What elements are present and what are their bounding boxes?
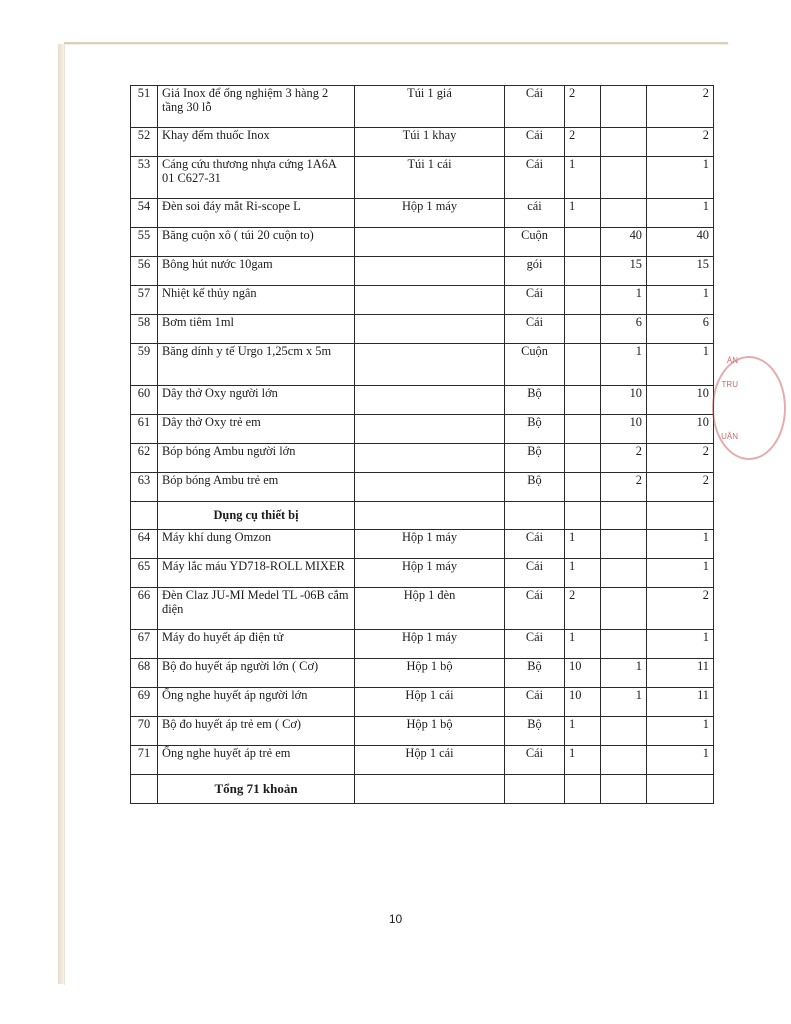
table-row — [131, 746, 714, 775]
item-qty-1 — [565, 444, 601, 473]
item-unit: Cái — [505, 630, 565, 659]
table-row — [131, 86, 714, 128]
item-qty-total: 11 — [647, 659, 714, 688]
table-row — [131, 128, 714, 157]
item-packaging — [355, 415, 505, 444]
item-name: Máy lắc máu YD718-ROLL MIXER — [158, 559, 355, 588]
item-unit: Bộ — [505, 415, 565, 444]
item-qty-2: 1 — [601, 344, 647, 386]
item-number: 54 — [131, 199, 158, 228]
item-qty-2 — [601, 86, 647, 128]
item-number: 59 — [131, 344, 158, 386]
item-unit: Cuộn — [505, 228, 565, 257]
item-unit: Bộ — [505, 659, 565, 688]
item-number: 55 — [131, 228, 158, 257]
table-row — [131, 688, 714, 717]
item-qty-total: 2 — [647, 588, 714, 630]
item-name: Đèn Claz JU-MI Medel TL -06B cắm điện — [158, 588, 355, 630]
item-qty-total: 1 — [647, 530, 714, 559]
item-qty-1: 1 — [565, 746, 601, 775]
item-packaging: Túi 1 giá — [355, 86, 505, 128]
item-name: Dây thở Oxy trẻ em — [158, 415, 355, 444]
item-qty-1: 1 — [565, 199, 601, 228]
item-unit: Bộ — [505, 717, 565, 746]
table-row — [131, 199, 714, 228]
item-qty-2: 6 — [601, 315, 647, 344]
section-title: Dụng cụ thiết bị — [158, 502, 355, 530]
item-number: 53 — [131, 157, 158, 199]
item-qty-2 — [601, 157, 647, 199]
table-row — [131, 157, 714, 199]
item-qty-total: 2 — [647, 128, 714, 157]
item-qty-2 — [601, 128, 647, 157]
table-row — [131, 444, 714, 473]
item-qty-2: 10 — [601, 386, 647, 415]
item-qty-total: 1 — [647, 630, 714, 659]
item-name: Bơm tiêm 1ml — [158, 315, 355, 344]
item-number: 67 — [131, 630, 158, 659]
item-name: Băng cuộn xô ( túi 20 cuộn to) — [158, 228, 355, 257]
item-number: 62 — [131, 444, 158, 473]
total-label: Tổng 71 khoản — [158, 775, 355, 804]
item-unit: Cái — [505, 128, 565, 157]
item-name: Nhiệt kế thủy ngân — [158, 286, 355, 315]
item-number: 70 — [131, 717, 158, 746]
item-qty-2: 10 — [601, 415, 647, 444]
item-packaging — [355, 286, 505, 315]
item-name: Máy khí dung Omzon — [158, 530, 355, 559]
item-qty-1 — [565, 286, 601, 315]
item-qty-2: 1 — [601, 688, 647, 717]
item-qty-total: 1 — [647, 746, 714, 775]
item-packaging — [355, 444, 505, 473]
equipment-table — [130, 85, 714, 804]
table-row — [131, 530, 714, 559]
item-name: Khay đếm thuốc Inox — [158, 128, 355, 157]
item-name: Máy đo huyết áp điện tử — [158, 630, 355, 659]
page-number: 10 — [388, 912, 403, 926]
item-qty-1: 2 — [565, 86, 601, 128]
item-qty-total: 1 — [647, 559, 714, 588]
item-unit: Bộ — [505, 444, 565, 473]
table-row — [131, 659, 714, 688]
item-unit: Cuộn — [505, 344, 565, 386]
item-number: 68 — [131, 659, 158, 688]
item-packaging: Hộp 1 cái — [355, 688, 505, 717]
item-packaging: Hộp 1 máy — [355, 559, 505, 588]
section-row — [131, 502, 714, 530]
item-packaging: Hộp 1 bộ — [355, 659, 505, 688]
item-unit: Cái — [505, 286, 565, 315]
item-unit: Bộ — [505, 473, 565, 502]
item-number: 51 — [131, 86, 158, 128]
item-packaging: Hộp 1 cái — [355, 746, 505, 775]
item-qty-1 — [565, 473, 601, 502]
item-unit: Cái — [505, 86, 565, 128]
item-qty-2 — [601, 559, 647, 588]
item-unit: Cái — [505, 688, 565, 717]
item-qty-2 — [601, 717, 647, 746]
item-name: Bóp bóng Ambu trẻ em — [158, 473, 355, 502]
item-qty-1: 1 — [565, 530, 601, 559]
item-packaging: Túi 1 khay — [355, 128, 505, 157]
item-name: Ống nghe huyết áp người lớn — [158, 688, 355, 717]
item-qty-1 — [565, 386, 601, 415]
item-name: Giá Inox để ống nghiệm 3 hàng 2 tầng 30 lỗ — [158, 86, 355, 128]
red-stamp-fragment: ẢN TRU UẬN — [708, 350, 738, 460]
item-qty-total: 1 — [647, 286, 714, 315]
table-row — [131, 344, 714, 386]
table-row — [131, 717, 714, 746]
item-number: 71 — [131, 746, 158, 775]
item-qty-total: 10 — [647, 415, 714, 444]
table-row — [131, 257, 714, 286]
item-qty-2: 1 — [601, 286, 647, 315]
item-number: 57 — [131, 286, 158, 315]
item-name: Bộ đo huyết áp người lớn ( Cơ) — [158, 659, 355, 688]
item-packaging — [355, 315, 505, 344]
item-packaging — [355, 344, 505, 386]
table-row — [131, 630, 714, 659]
item-qty-1: 1 — [565, 157, 601, 199]
item-number: 66 — [131, 588, 158, 630]
table-row — [131, 315, 714, 344]
item-qty-2: 2 — [601, 473, 647, 502]
item-number: 58 — [131, 315, 158, 344]
table-body — [131, 86, 714, 804]
item-qty-total: 6 — [647, 315, 714, 344]
item-packaging: Túi 1 cái — [355, 157, 505, 199]
item-packaging — [355, 386, 505, 415]
item-qty-1 — [565, 228, 601, 257]
item-qty-1 — [565, 344, 601, 386]
item-qty-1 — [565, 315, 601, 344]
item-qty-2: 2 — [601, 444, 647, 473]
item-name: Băng dính y tế Urgo 1,25cm x 5m — [158, 344, 355, 386]
item-qty-total: 10 — [647, 386, 714, 415]
item-qty-1: 10 — [565, 688, 601, 717]
item-qty-2 — [601, 199, 647, 228]
item-number: 65 — [131, 559, 158, 588]
item-packaging: Hộp 1 máy — [355, 630, 505, 659]
item-qty-total: 2 — [647, 473, 714, 502]
total-row — [131, 775, 714, 804]
item-qty-total: 2 — [647, 86, 714, 128]
item-qty-1: 1 — [565, 717, 601, 746]
item-qty-1: 2 — [565, 588, 601, 630]
item-unit: Cái — [505, 559, 565, 588]
item-qty-2: 15 — [601, 257, 647, 286]
item-unit: Bộ — [505, 386, 565, 415]
table-row — [131, 286, 714, 315]
item-name: Cáng cứu thương nhựa cứng 1A6A 01 C627-31 — [158, 157, 355, 199]
item-qty-1: 10 — [565, 659, 601, 688]
item-qty-total: 2 — [647, 444, 714, 473]
item-name: Bông hút nước 10gam — [158, 257, 355, 286]
table-row — [131, 386, 714, 415]
item-unit: Cái — [505, 315, 565, 344]
item-unit: Cái — [505, 530, 565, 559]
item-name: Bóp bóng Ambu người lớn — [158, 444, 355, 473]
item-number: 60 — [131, 386, 158, 415]
item-qty-1: 1 — [565, 630, 601, 659]
item-number: 64 — [131, 530, 158, 559]
table-row — [131, 559, 714, 588]
item-qty-2: 1 — [601, 659, 647, 688]
item-packaging: Hộp 1 bộ — [355, 717, 505, 746]
table-row — [131, 415, 714, 444]
item-packaging — [355, 257, 505, 286]
item-packaging — [355, 228, 505, 257]
item-unit: Cái — [505, 746, 565, 775]
item-packaging: Hộp 1 máy — [355, 530, 505, 559]
item-qty-total: 1 — [647, 199, 714, 228]
item-qty-1 — [565, 415, 601, 444]
item-number: 52 — [131, 128, 158, 157]
item-number: 61 — [131, 415, 158, 444]
item-packaging — [355, 473, 505, 502]
item-unit: gói — [505, 257, 565, 286]
item-number: 63 — [131, 473, 158, 502]
item-qty-2: 40 — [601, 228, 647, 257]
item-unit: Cái — [505, 157, 565, 199]
item-qty-total: 15 — [647, 257, 714, 286]
item-qty-1 — [565, 257, 601, 286]
item-qty-total: 1 — [647, 717, 714, 746]
item-qty-1: 2 — [565, 128, 601, 157]
item-qty-2 — [601, 530, 647, 559]
item-number: 56 — [131, 257, 158, 286]
item-name: Dây thở Oxy người lớn — [158, 386, 355, 415]
table-row — [131, 473, 714, 502]
item-unit: Cái — [505, 588, 565, 630]
item-qty-1: 1 — [565, 559, 601, 588]
item-name: Đèn soi đáy mắt Ri-scope L — [158, 199, 355, 228]
item-name: Bộ đo huyết áp trẻ em ( Cơ) — [158, 717, 355, 746]
item-number: 69 — [131, 688, 158, 717]
item-qty-total: 11 — [647, 688, 714, 717]
item-packaging: Hộp 1 đèn — [355, 588, 505, 630]
item-qty-2 — [601, 630, 647, 659]
item-qty-total: 40 — [647, 228, 714, 257]
item-qty-2 — [601, 588, 647, 630]
item-qty-2 — [601, 746, 647, 775]
table-row — [131, 228, 714, 257]
item-qty-total: 1 — [647, 344, 714, 386]
table-row — [131, 588, 714, 630]
item-unit: cái — [505, 199, 565, 228]
item-qty-total: 1 — [647, 157, 714, 199]
item-name: Ống nghe huyết áp trẻ em — [158, 746, 355, 775]
item-packaging: Hộp 1 máy — [355, 199, 505, 228]
